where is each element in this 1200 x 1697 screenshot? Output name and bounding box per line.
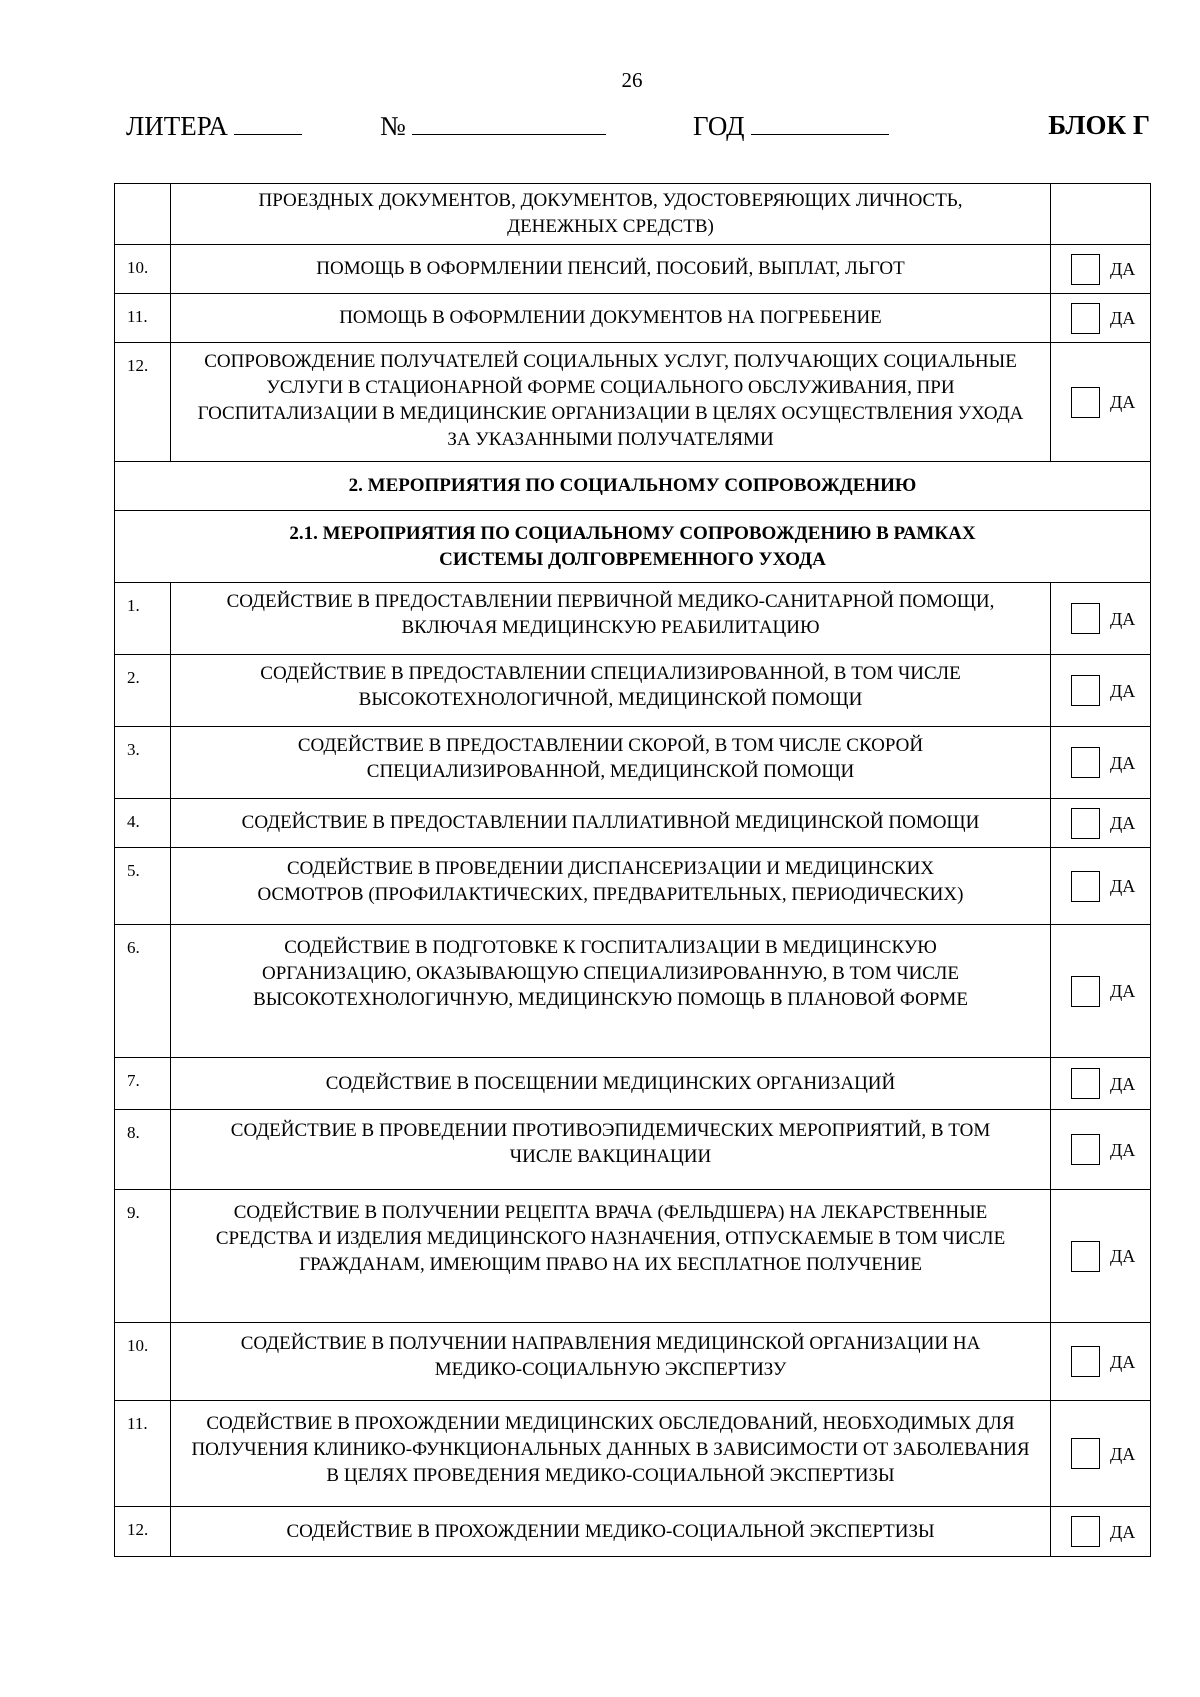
row-number: 2. [115, 655, 171, 727]
row-number: 10. [115, 1323, 171, 1401]
yes-label: ДА [1110, 1521, 1136, 1542]
row-text: СОДЕЙСТВИЕ В ПРЕДОСТАВЛЕНИИ ПАЛЛИАТИВНОЙ МЕДИЦИНСКОЙ ПОМОЩИ [171, 799, 1051, 848]
check-cell [1051, 848, 1151, 925]
yes-label: ДА [1110, 1246, 1136, 1266]
check-cell [1051, 799, 1151, 848]
row-number: 10. [115, 245, 171, 294]
row-text: СОДЕЙСТВИЕ В ПОДГОТОВКЕ К ГОСПИТАЛИЗАЦИИ В МЕДИЦИНСКУЮ ОРГАНИЗАЦИЮ, ОКАЗЫВАЮЩУЮ СПЕЦИАЛИЗИРОВАННУЮ, В ТОМ ЧИСЛЕ ВЫСОКОТЕХНОЛОГИЧНУЮ, МЕДИЦИНСКУЮ ПОМОЩЬ В ПЛАНОВОЙ ФОРМЕ [171, 925, 1051, 1058]
section-row [115, 511, 1151, 583]
table-row [115, 1401, 1151, 1507]
yes-label: ДА [1110, 876, 1136, 896]
row-number: 6. [115, 925, 171, 1058]
row-number: 7. [115, 1058, 171, 1110]
year-field [693, 110, 889, 142]
row-text: ПРОЕЗДНЫХ ДОКУМЕНТОВ, ДОКУМЕНТОВ, УДОСТОВЕРЯЮЩИХ ЛИЧНОСТЬ, ДЕНЕЖНЫХ СРЕДСТВ) [171, 184, 1051, 245]
yes-label: ДА [1110, 308, 1136, 328]
yes-label: ДА [1110, 1351, 1136, 1372]
yes-label: ДА [1110, 259, 1136, 279]
row-number: 11. [115, 294, 171, 343]
row-text: ПОМОЩЬ В ОФОРМЛЕНИИ ДОКУМЕНТОВ НА ПОГРЕБЕНИЕ [171, 294, 1051, 343]
check-cell [1051, 925, 1151, 1058]
row-text: СОДЕЙСТВИЕ В ПОСЕЩЕНИИ МЕДИЦИНСКИХ ОРГАНИЗАЦИЙ [171, 1058, 1051, 1110]
table-row [115, 727, 1151, 799]
yes-checkbox[interactable] [1071, 808, 1100, 839]
row-number: 12. [115, 1507, 171, 1557]
yes-checkbox[interactable] [1071, 1516, 1100, 1547]
check-cell [1051, 1190, 1151, 1323]
table-row [115, 1058, 1151, 1110]
section-2-1-title: 2.1. МЕРОПРИЯТИЯ ПО СОЦИАЛЬНОМУ СОПРОВОЖДЕНИЮ В РАМКАХ СИСТЕМЫ ДОЛГОВРЕМЕННОГО УХОДА [115, 511, 1151, 583]
yes-label: ДА [1110, 608, 1136, 629]
check-cell [1051, 1507, 1151, 1557]
block-label: БЛОК Г [1048, 110, 1150, 140]
row-text: СОДЕЙСТВИЕ В ПРЕДОСТАВЛЕНИИ СПЕЦИАЛИЗИРОВАННОЙ, В ТОМ ЧИСЛЕ ВЫСОКОТЕХНОЛОГИЧНОЙ, МЕДИЦИНСКОЙ ПОМОЩИ [171, 655, 1051, 727]
litera-label: ЛИТЕРА [126, 111, 228, 141]
check-cell [1051, 343, 1151, 462]
check-cell [1051, 1058, 1151, 1110]
row-number: 3. [115, 727, 171, 799]
yes-checkbox[interactable] [1071, 303, 1100, 334]
table-row [115, 655, 1151, 727]
row-number: 11. [115, 1401, 171, 1507]
yes-checkbox[interactable] [1071, 1241, 1100, 1272]
row-number: 1. [115, 583, 171, 655]
yes-checkbox[interactable] [1071, 1134, 1100, 1165]
litera-input-line[interactable] [234, 110, 302, 135]
table-row [115, 184, 1151, 245]
table-row [115, 1323, 1151, 1401]
yes-label: ДА [1110, 392, 1136, 412]
yes-label: ДА [1110, 981, 1136, 1001]
yes-label: ДА [1110, 813, 1136, 833]
row-text: СОДЕЙСТВИЕ В ПРОВЕДЕНИИ ПРОТИВОЭПИДЕМИЧЕСКИХ МЕРОПРИЯТИЙ, В ТОМ ЧИСЛЕ ВАКЦИНАЦИИ [171, 1110, 1051, 1190]
check-cell [1051, 294, 1151, 343]
table-row [115, 343, 1151, 462]
year-label: ГОД [693, 111, 745, 141]
yes-label: ДА [1110, 1139, 1136, 1160]
yes-label: ДА [1110, 1073, 1136, 1094]
row-text: СОДЕЙСТВИЕ В ПРОВЕДЕНИИ ДИСПАНСЕРИЗАЦИИ И МЕДИЦИНСКИХ ОСМОТРОВ (ПРОФИЛАКТИЧЕСКИХ, ПРЕДВАРИТЕЛЬНЫХ, ПЕРИОДИЧЕСКИХ) [171, 848, 1051, 925]
check-cell [1051, 1401, 1151, 1507]
section-2-title: 2. МЕРОПРИЯТИЯ ПО СОЦИАЛЬНОМУ СОПРОВОЖДЕНИЮ [115, 462, 1151, 511]
row-text: СОДЕЙСТВИЕ В ПОЛУЧЕНИИ РЕЦЕПТА ВРАЧА (ФЕЛЬДШЕРА) НА ЛЕКАРСТВЕННЫЕ СРЕДСТВА И ИЗДЕЛИЯ МЕДИЦИНСКОГО НАЗНАЧЕНИЯ, ОТПУСКАЕМЫЕ В ТОМ ЧИСЛЕ ГРАЖДАНАМ, ИМЕЮЩИМ ПРАВО НА ИХ БЕСПЛАТНОЕ ПОЛУЧЕНИЕ [171, 1190, 1051, 1323]
empty-check-cell [1051, 184, 1151, 245]
table-row [115, 1110, 1151, 1190]
table-row [115, 245, 1151, 294]
yes-label: ДА [1110, 680, 1136, 701]
yes-checkbox[interactable] [1071, 871, 1100, 902]
yes-checkbox[interactable] [1071, 1438, 1100, 1469]
row-number: 9. [115, 1190, 171, 1323]
table-row [115, 583, 1151, 655]
table-row [115, 848, 1151, 925]
row-text: СОДЕЙСТВИЕ В ПРОХОЖДЕНИИ МЕДИЦИНСКИХ ОБСЛЕДОВАНИЙ, НЕОБХОДИМЫХ ДЛЯ ПОЛУЧЕНИЯ КЛИНИКО-ФУНКЦИОНАЛЬНЫХ ДАННЫХ В ЗАВИСИМОСТИ ОТ ЗАБОЛЕВАНИЯ В ЦЕЛЯХ ПРОВЕДЕНИЯ МЕДИКО-СОЦИАЛЬНОЙ ЭКСПЕРТИЗЫ [171, 1401, 1051, 1507]
yes-label: ДА [1110, 1443, 1136, 1464]
litera-field [126, 110, 302, 142]
check-cell [1051, 655, 1151, 727]
number-label: № [380, 111, 406, 141]
yes-checkbox[interactable] [1071, 976, 1100, 1007]
yes-checkbox[interactable] [1071, 675, 1100, 706]
number-input-line[interactable] [412, 110, 606, 135]
row-number: 5. [115, 848, 171, 925]
row-text: ПОМОЩЬ В ОФОРМЛЕНИИ ПЕНСИЙ, ПОСОБИЙ, ВЫПЛАТ, ЛЬГОТ [171, 245, 1051, 294]
row-text: СОПРОВОЖДЕНИЕ ПОЛУЧАТЕЛЕЙ СОЦИАЛЬНЫХ УСЛУГ, ПОЛУЧАЮЩИХ СОЦИАЛЬНЫЕ УСЛУГИ В СТАЦИОНАРНОЙ ФОРМЕ СОЦИАЛЬНОГО ОБСЛУЖИВАНИЯ, ПРИ ГОСПИТАЛИЗАЦИИ В МЕДИЦИНСКИЕ ОРГАНИЗАЦИИ В ЦЕЛЯХ ОСУЩЕСТВЛЕНИЯ УХОДА ЗА УКАЗАННЫМИ ПОЛУЧАТЕЛЯМИ [171, 343, 1051, 462]
services-table [114, 183, 1151, 1557]
row-text: СОДЕЙСТВИЕ В ПРЕДОСТАВЛЕНИИ ПЕРВИЧНОЙ МЕДИКО-САНИТАРНОЙ ПОМОЩИ, ВКЛЮЧАЯ МЕДИЦИНСКУЮ РЕАБИЛИТАЦИЮ [171, 583, 1051, 655]
row-text: СОДЕЙСТВИЕ В ПРОХОЖДЕНИИ МЕДИКО-СОЦИАЛЬНОЙ ЭКСПЕРТИЗЫ [171, 1507, 1051, 1557]
check-cell [1051, 245, 1151, 294]
yes-checkbox[interactable] [1071, 387, 1100, 418]
row-number: 12. [115, 343, 171, 462]
row-text: СОДЕЙСТВИЕ В ПРЕДОСТАВЛЕНИИ СКОРОЙ, В ТОМ ЧИСЛЕ СКОРОЙ СПЕЦИАЛИЗИРОВАННОЙ, МЕДИЦИНСКОЙ ПОМОЩИ [171, 727, 1051, 799]
row-number: 4. [115, 799, 171, 848]
check-cell [1051, 583, 1151, 655]
yes-checkbox[interactable] [1071, 254, 1100, 285]
table-row [115, 799, 1151, 848]
number-field [380, 110, 606, 142]
table-row [115, 1507, 1151, 1557]
table-row [115, 925, 1151, 1058]
page-number: 26 [621, 68, 643, 92]
yes-checkbox[interactable] [1071, 1346, 1100, 1377]
row-number: 8. [115, 1110, 171, 1190]
table-row [115, 1190, 1151, 1323]
table-row [115, 294, 1151, 343]
check-cell [1051, 727, 1151, 799]
check-cell [1051, 1323, 1151, 1401]
section-row [115, 462, 1151, 511]
row-text: СОДЕЙСТВИЕ В ПОЛУЧЕНИИ НАПРАВЛЕНИЯ МЕДИЦИНСКОЙ ОРГАНИЗАЦИИ НА МЕДИКО-СОЦИАЛЬНУЮ ЭКСПЕРТИЗУ [171, 1323, 1051, 1401]
row-number [115, 184, 171, 245]
yes-checkbox[interactable] [1071, 603, 1100, 634]
yes-checkbox[interactable] [1071, 1068, 1100, 1099]
check-cell [1051, 1110, 1151, 1190]
yes-label: ДА [1110, 752, 1136, 773]
yes-checkbox[interactable] [1071, 747, 1100, 778]
year-input-line[interactable] [751, 110, 889, 135]
form-header [126, 110, 1150, 142]
